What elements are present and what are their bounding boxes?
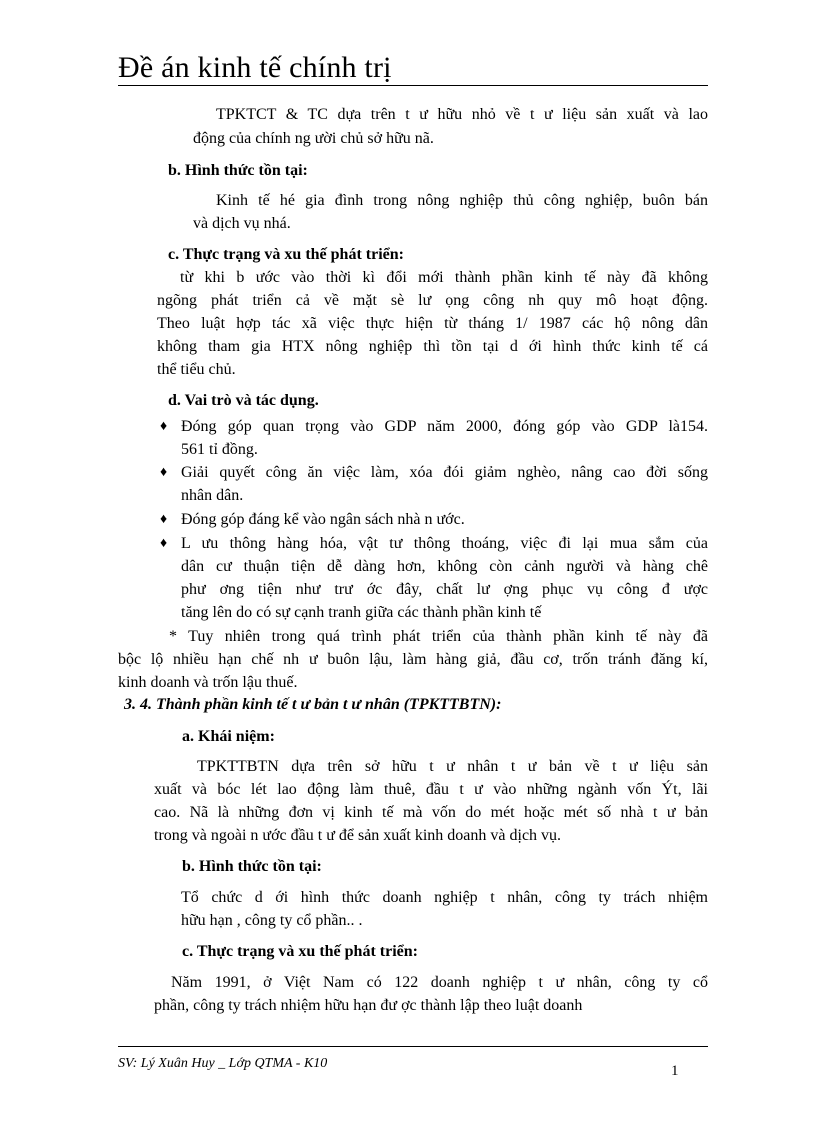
status-line-4: không tham gia HTX nông nghiệp thì tồn tại d ới hình thức kinh tế cá bbox=[157, 338, 708, 355]
heading-b-form: b. Hình thức tồn tại: bbox=[168, 162, 308, 179]
concept-line-1: TPKTTBTN dựa trên sở hữu t ư nhân t ư bản về t ư liệu sản bbox=[197, 758, 708, 775]
status2-line-1: Năm 1991, ở Việt Nam có 122 doanh nghiệp t ư nhân, công ty cổ bbox=[171, 974, 708, 991]
note-line-1: * Tuy nhiên trong quá trình phát triển của thành phần kinh tế này đã bbox=[169, 628, 708, 645]
status-line-3: Theo luật hợp tác xã việc thực hiện từ tháng 1/ 1987 các hộ nông dân bbox=[157, 315, 708, 332]
bullet-2-line-1: Giải quyết công ăn việc làm, xóa đói giảm nghèo, nâng cao đời sống bbox=[181, 464, 708, 481]
concept-line-2: xuất và bóc lét lao động làm thuê, đầu t ư vào những ngành vốn Ýt, lãi bbox=[154, 781, 708, 798]
diamond-bullet-icon: ♦ bbox=[160, 465, 168, 480]
page-title: Đề án kinh tế chính trị bbox=[118, 51, 392, 84]
bullet-4-line-2: dân cư thuận tiện dễ dàng hơn, không còn cảnh người và hàng chê bbox=[181, 558, 708, 575]
note-line-2: bộc lộ nhiều hạn chế nh ư buôn lậu, làm hàng giả, đầu cơ, trốn tránh đăng kí, bbox=[118, 651, 708, 668]
heading-c-status-2: c. Thực trạng và xu thế phát triển: bbox=[182, 943, 418, 960]
status-line-1: từ khi b ước vào thời kì đổi mới thành phần kinh tế này đã không bbox=[180, 269, 708, 286]
concept-line-3: cao. Nã là những đơn vị kinh tế mà vốn do mét hoặc mét số nhà t ư bản bbox=[154, 804, 708, 821]
form-line-1: Kinh tế hé gia đình trong nông nghiệp thủ công nghiệp, buôn bán bbox=[216, 192, 708, 209]
diamond-bullet-icon: ♦ bbox=[160, 419, 168, 434]
section-heading-3-4: 3. 4. Thành phần kinh tế t ư bản t ư nhân (TPKTTBTN): bbox=[124, 696, 502, 713]
header-divider bbox=[118, 85, 708, 86]
heading-b-form-2: b. Hình thức tồn tại: bbox=[182, 858, 322, 875]
bullet-1-line-1: Đóng góp quan trọng vào GDP năm 2000, đóng góp vào GDP là154. bbox=[181, 418, 708, 435]
bullet-4-line-3: phư ơng tiện như trư ớc đây, chất lư ợng phục vụ công đ ược bbox=[181, 581, 708, 598]
diamond-bullet-icon: ♦ bbox=[160, 512, 168, 527]
footer-divider bbox=[118, 1046, 708, 1047]
form-line-2: và dịch vụ nhá. bbox=[193, 215, 291, 232]
bullet-2-line-2: nhân dân. bbox=[181, 487, 244, 504]
status-line-5: thể tiểu chủ. bbox=[157, 361, 236, 378]
bullet-1-line-2: 561 tỉ đồng. bbox=[181, 441, 258, 458]
bullet-4-line-4: tăng lên do có sự cạnh tranh giữa các thành phần kinh tế bbox=[181, 604, 542, 621]
status-line-2: ngõng phát triển cả về mặt sè lư ọng công nh quy mô hoạt động. bbox=[157, 292, 708, 309]
form2-line-1: Tổ chức d ới hình thức doanh nghiệp t nhân, công ty trách nhiệm bbox=[181, 889, 708, 906]
page-number: 1 bbox=[671, 1063, 679, 1079]
heading-a-concept: a. Khái niệm: bbox=[182, 728, 275, 745]
intro-line-1: TPKTCT & TC dựa trên t ư hữu nhỏ về t ư liệu sản xuất và lao bbox=[216, 106, 708, 123]
form2-line-2: hữu hạn , công ty cổ phần.. . bbox=[181, 912, 363, 929]
note-line-3: kinh doanh và trốn lậu thuế. bbox=[118, 674, 298, 691]
bullet-3-line-1: Đóng góp đáng kể vào ngân sách nhà n ước. bbox=[181, 511, 465, 528]
heading-c-status: c. Thực trạng và xu thế phát triển: bbox=[168, 246, 404, 263]
heading-d-role: d. Vai trò và tác dụng. bbox=[168, 392, 319, 409]
status2-line-2: phần, công ty trách nhiệm hữu hạn đư ợc thành lập theo luật doanh bbox=[154, 997, 583, 1014]
footer-author: SV: Lý Xuân Huy _ Lớp QTMA - K10 bbox=[118, 1056, 328, 1071]
concept-line-4: trong và ngoài n ước đầu t ư để sản xuất kinh doanh và dịch vụ. bbox=[154, 827, 562, 844]
intro-line-2: động của chính ng ười chủ sở hữu nã. bbox=[193, 130, 434, 147]
bullet-4-line-1: L ưu thông hàng hóa, vật tư thông thoáng, việc đi lại mua sắm của bbox=[181, 535, 708, 552]
diamond-bullet-icon: ♦ bbox=[160, 536, 168, 551]
